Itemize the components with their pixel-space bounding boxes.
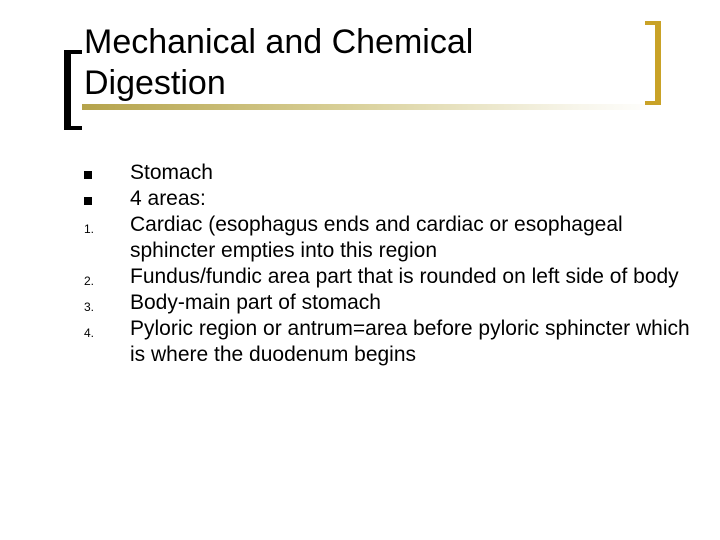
list-item <box>0 160 720 186</box>
square-bullet-icon <box>84 171 92 179</box>
list-item-text: Body-main part of stomach <box>130 291 381 314</box>
title-underline-decoration <box>82 104 662 110</box>
list-item <box>0 186 720 212</box>
slide-title <box>84 22 604 104</box>
bullet-list <box>0 160 720 368</box>
right-bracket-top-decoration <box>645 21 661 25</box>
title-line-2: Digestion <box>84 64 226 102</box>
list-item <box>0 316 720 368</box>
left-bracket-decoration <box>64 50 71 130</box>
list-number: 1. <box>84 222 95 236</box>
title-line-1: Mechanical and Chemical <box>84 23 474 61</box>
list-item-text: 4 areas: <box>130 187 206 210</box>
list-item <box>0 264 720 290</box>
list-item-text: Pyloric region or antrum=area before pyloric sphincter which is where the duodenum begins <box>130 317 690 366</box>
square-bullet-icon <box>84 197 92 205</box>
left-bracket-bottom-decoration <box>64 126 82 130</box>
list-item-text: Stomach <box>130 161 213 184</box>
right-bracket-decoration <box>655 21 661 105</box>
list-item-text: Cardiac (esophagus ends and cardiac or esophageal sphincter empties into this region <box>130 213 623 262</box>
list-number: 4. <box>84 326 95 340</box>
list-number: 3. <box>84 300 95 314</box>
left-bracket-top-decoration <box>64 50 82 54</box>
list-item <box>0 212 720 264</box>
right-bracket-bottom-decoration <box>645 101 661 105</box>
list-item <box>0 290 720 316</box>
list-number: 2. <box>84 274 95 288</box>
list-item-text: Fundus/fundic area part that is rounded on left side of body <box>130 265 679 288</box>
